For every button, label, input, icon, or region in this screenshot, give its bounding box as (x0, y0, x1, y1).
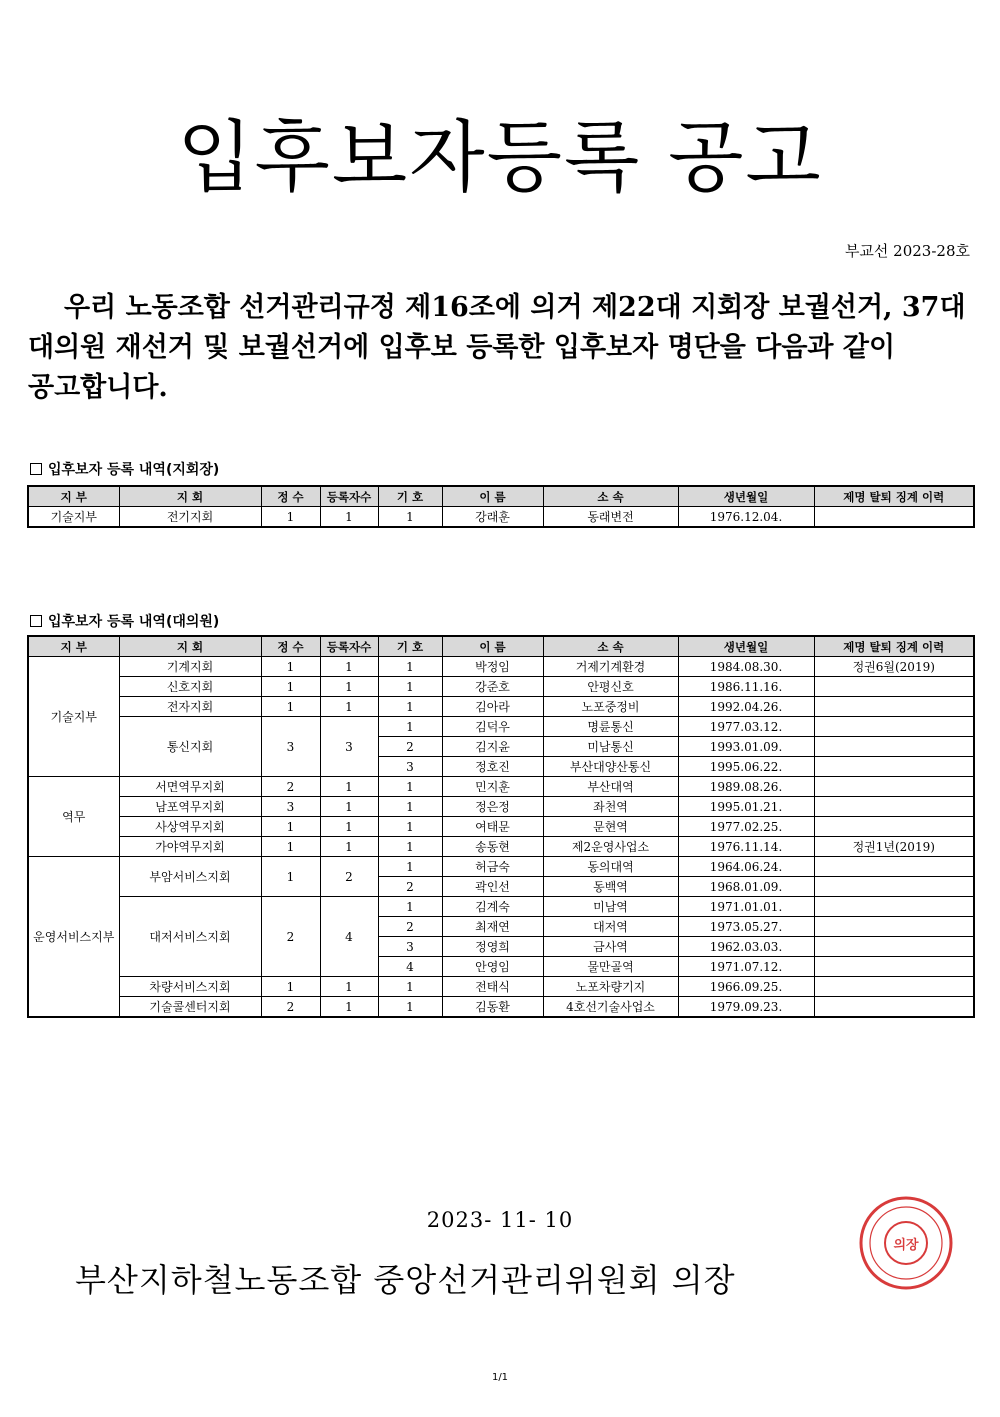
cell-chapter: 차량서비스지회 (119, 977, 261, 997)
section-title-chapter-head (30, 459, 219, 479)
cell-history (814, 797, 974, 817)
cell-name: 김동환 (442, 997, 543, 1018)
cell-birth: 1995.06.22. (678, 757, 814, 777)
cell-affiliation: 4호선기술사업소 (543, 997, 678, 1018)
cell-affiliation: 좌천역 (543, 797, 678, 817)
cell-branch: 기술지부 (28, 507, 119, 528)
cell-history (814, 677, 974, 697)
cell-birth: 1986.11.16. (678, 677, 814, 697)
cell-history (814, 697, 974, 717)
table-row (28, 977, 974, 997)
col-header: 생년월일 (678, 486, 814, 507)
cell-number: 1 (378, 817, 442, 837)
cell-history (814, 507, 974, 528)
col-header: 소 속 (543, 636, 678, 657)
cell-number: 1 (378, 977, 442, 997)
cell-registered: 1 (320, 837, 378, 857)
cell-affiliation: 부산대양산통신 (543, 757, 678, 777)
cell-number: 1 (378, 677, 442, 697)
cell-birth: 1968.01.09. (678, 877, 814, 897)
col-header: 지 부 (28, 636, 119, 657)
signer-title: 부산지하철노동조합 중앙선거관리위원회 의장 (75, 1261, 736, 1299)
cell-affiliation: 미남통신 (543, 737, 678, 757)
cell-registered: 1 (320, 657, 378, 677)
col-header: 소 속 (543, 486, 678, 507)
cell-registered: 4 (320, 897, 378, 977)
cell-number: 4 (378, 957, 442, 977)
cell-name: 여태문 (442, 817, 543, 837)
cell-name: 허금숙 (442, 857, 543, 877)
cell-quota: 3 (261, 717, 320, 777)
cell-registered: 1 (320, 677, 378, 697)
cell-birth: 1971.07.12. (678, 957, 814, 977)
table-row (28, 797, 974, 817)
cell-name: 김계숙 (442, 897, 543, 917)
cell-affiliation: 노포중정비 (543, 697, 678, 717)
col-header: 생년월일 (678, 636, 814, 657)
cell-affiliation: 노포차량기지 (543, 977, 678, 997)
col-header: 제명 탈퇴 징계 이력 (814, 636, 974, 657)
cell-number: 1 (378, 697, 442, 717)
cell-history (814, 717, 974, 737)
cell-name: 박정임 (442, 657, 543, 677)
cell-birth: 1995.01.21. (678, 797, 814, 817)
cell-quota: 3 (261, 797, 320, 817)
official-seal-icon (858, 1195, 954, 1291)
table-row (28, 697, 974, 717)
table-row (28, 997, 974, 1018)
checkbox-icon (30, 463, 42, 475)
cell-chapter: 가야역무지회 (119, 837, 261, 857)
cell-name: 정영희 (442, 937, 543, 957)
table-row (28, 857, 974, 877)
cell-branch: 기술지부 (28, 657, 119, 777)
cell-history (814, 737, 974, 757)
cell-birth: 1993.01.09. (678, 737, 814, 757)
cell-number: 2 (378, 877, 442, 897)
cell-birth: 1962.03.03. (678, 937, 814, 957)
table-header-row (28, 486, 974, 507)
cell-affiliation: 제2운영사업소 (543, 837, 678, 857)
cell-history: 정권6월(2019) (814, 657, 974, 677)
cell-number: 1 (378, 507, 442, 528)
cell-birth: 1976.11.14. (678, 837, 814, 857)
table-row (28, 897, 974, 917)
cell-registered: 2 (320, 857, 378, 897)
col-header: 제명 탈퇴 징계 이력 (814, 486, 974, 507)
cell-affiliation: 미남역 (543, 897, 678, 917)
cell-history (814, 777, 974, 797)
cell-chapter: 사상역무지회 (119, 817, 261, 837)
cell-quota: 1 (261, 857, 320, 897)
cell-birth: 1964.06.24. (678, 857, 814, 877)
cell-history (814, 817, 974, 837)
cell-history (814, 977, 974, 997)
cell-quota: 2 (261, 777, 320, 797)
col-header: 등록자수 (320, 486, 378, 507)
cell-quota: 1 (261, 657, 320, 677)
cell-chapter: 전기지회 (119, 507, 261, 528)
announcement-date: 2023- 11- 10 (426, 1208, 574, 1232)
table-row (28, 677, 974, 697)
cell-registered: 3 (320, 717, 378, 777)
announcement-body: 우리 노동조합 선거관리규정 제16조에 의거 제22대 지회장 보궐선거, 37대 대의원 재선거 및 보궐선거에 입후보 등록한 입후보자 명단을 다음과 같이 공고합니다. (28, 292, 966, 403)
cell-birth: 1984.08.30. (678, 657, 814, 677)
cell-chapter: 기술콜센터지회 (119, 997, 261, 1018)
cell-history: 정권1년(2019) (814, 837, 974, 857)
cell-chapter: 기계지회 (119, 657, 261, 677)
cell-registered: 1 (320, 797, 378, 817)
cell-number: 1 (378, 997, 442, 1018)
cell-history (814, 957, 974, 977)
cell-registered: 1 (320, 777, 378, 797)
col-header: 등록자수 (320, 636, 378, 657)
cell-quota: 2 (261, 897, 320, 977)
cell-history (814, 997, 974, 1018)
cell-name: 정호진 (442, 757, 543, 777)
cell-quota: 1 (261, 837, 320, 857)
cell-registered: 1 (320, 977, 378, 997)
section-title-text: 입후보자 등록 내역(지회장) (48, 462, 220, 478)
cell-quota: 1 (261, 817, 320, 837)
cell-affiliation: 동래변전 (543, 507, 678, 528)
cell-number: 1 (378, 897, 442, 917)
cell-affiliation: 안평신호 (543, 677, 678, 697)
table-row (28, 507, 974, 528)
cell-name: 김아라 (442, 697, 543, 717)
table-header-row (28, 636, 974, 657)
cell-name: 전태식 (442, 977, 543, 997)
cell-history (814, 877, 974, 897)
cell-name: 김덕우 (442, 717, 543, 737)
table-row (28, 837, 974, 857)
cell-birth: 1973.05.27. (678, 917, 814, 937)
cell-chapter: 서면역무지회 (119, 777, 261, 797)
cell-history (814, 757, 974, 777)
document-number: 부교선 2023-28호 (844, 242, 970, 260)
cell-chapter: 부암서비스지회 (119, 857, 261, 897)
col-header: 기 호 (378, 486, 442, 507)
cell-birth: 1992.04.26. (678, 697, 814, 717)
page-title: 입후보자등록 공고 (177, 113, 823, 203)
table-row (28, 717, 974, 737)
cell-number: 1 (378, 857, 442, 877)
cell-name: 정은정 (442, 797, 543, 817)
cell-name: 곽인선 (442, 877, 543, 897)
cell-chapter: 전자지회 (119, 697, 261, 717)
section-title-text: 입후보자 등록 내역(대의원) (48, 614, 220, 630)
col-header: 정 수 (261, 486, 320, 507)
checkbox-icon (30, 615, 42, 627)
col-header: 기 호 (378, 636, 442, 657)
cell-affiliation: 부산대역 (543, 777, 678, 797)
cell-affiliation: 거제기계환경 (543, 657, 678, 677)
cell-quota: 1 (261, 677, 320, 697)
cell-affiliation: 동의대역 (543, 857, 678, 877)
cell-number: 3 (378, 937, 442, 957)
cell-birth: 1976.12.04. (678, 507, 814, 528)
section-title-delegates (30, 611, 219, 631)
col-header: 이 름 (442, 636, 543, 657)
cell-chapter: 남포역무지회 (119, 797, 261, 817)
cell-registered: 1 (320, 997, 378, 1018)
cell-history (814, 937, 974, 957)
cell-history (814, 917, 974, 937)
cell-chapter: 통신지회 (119, 717, 261, 777)
table-row (28, 817, 974, 837)
cell-birth: 1989.08.26. (678, 777, 814, 797)
cell-number: 1 (378, 717, 442, 737)
cell-birth: 1977.03.12. (678, 717, 814, 737)
col-header: 지 회 (119, 636, 261, 657)
cell-affiliation: 금사역 (543, 937, 678, 957)
chapter-head-table (27, 485, 975, 528)
cell-affiliation: 물만골역 (543, 957, 678, 977)
cell-history (814, 857, 974, 877)
cell-name: 강준호 (442, 677, 543, 697)
cell-name: 강래훈 (442, 507, 543, 528)
cell-branch: 역무 (28, 777, 119, 857)
table-row (28, 657, 974, 677)
cell-name: 최재연 (442, 917, 543, 937)
cell-chapter: 대저서비스지회 (119, 897, 261, 977)
delegates-table (27, 635, 975, 1018)
cell-number: 2 (378, 917, 442, 937)
cell-quota: 1 (261, 507, 320, 528)
cell-number: 1 (378, 657, 442, 677)
cell-history (814, 897, 974, 917)
cell-quota: 2 (261, 997, 320, 1018)
cell-number: 1 (378, 777, 442, 797)
cell-chapter: 신호지회 (119, 677, 261, 697)
cell-name: 민지훈 (442, 777, 543, 797)
seal-text: 의장 (893, 1238, 919, 1253)
cell-birth: 1966.09.25. (678, 977, 814, 997)
cell-birth: 1971.01.01. (678, 897, 814, 917)
col-header: 지 부 (28, 486, 119, 507)
cell-number: 2 (378, 737, 442, 757)
col-header: 정 수 (261, 636, 320, 657)
cell-number: 1 (378, 837, 442, 857)
cell-birth: 1977.02.25. (678, 817, 814, 837)
cell-name: 안영임 (442, 957, 543, 977)
cell-name: 김지윤 (442, 737, 543, 757)
cell-affiliation: 대저역 (543, 917, 678, 937)
cell-registered: 1 (320, 817, 378, 837)
cell-quota: 1 (261, 697, 320, 717)
cell-affiliation: 문현역 (543, 817, 678, 837)
cell-number: 3 (378, 757, 442, 777)
page-number: 1/1 (491, 1372, 509, 1383)
cell-affiliation: 명륜통신 (543, 717, 678, 737)
cell-birth: 1979.09.23. (678, 997, 814, 1018)
col-header: 지 회 (119, 486, 261, 507)
cell-name: 송동현 (442, 837, 543, 857)
cell-registered: 1 (320, 507, 378, 528)
cell-affiliation: 동백역 (543, 877, 678, 897)
cell-branch: 운영서비스지부 (28, 857, 119, 1018)
cell-quota: 1 (261, 977, 320, 997)
cell-number: 1 (378, 797, 442, 817)
col-header: 이 름 (442, 486, 543, 507)
cell-registered: 1 (320, 697, 378, 717)
table-row (28, 777, 974, 797)
